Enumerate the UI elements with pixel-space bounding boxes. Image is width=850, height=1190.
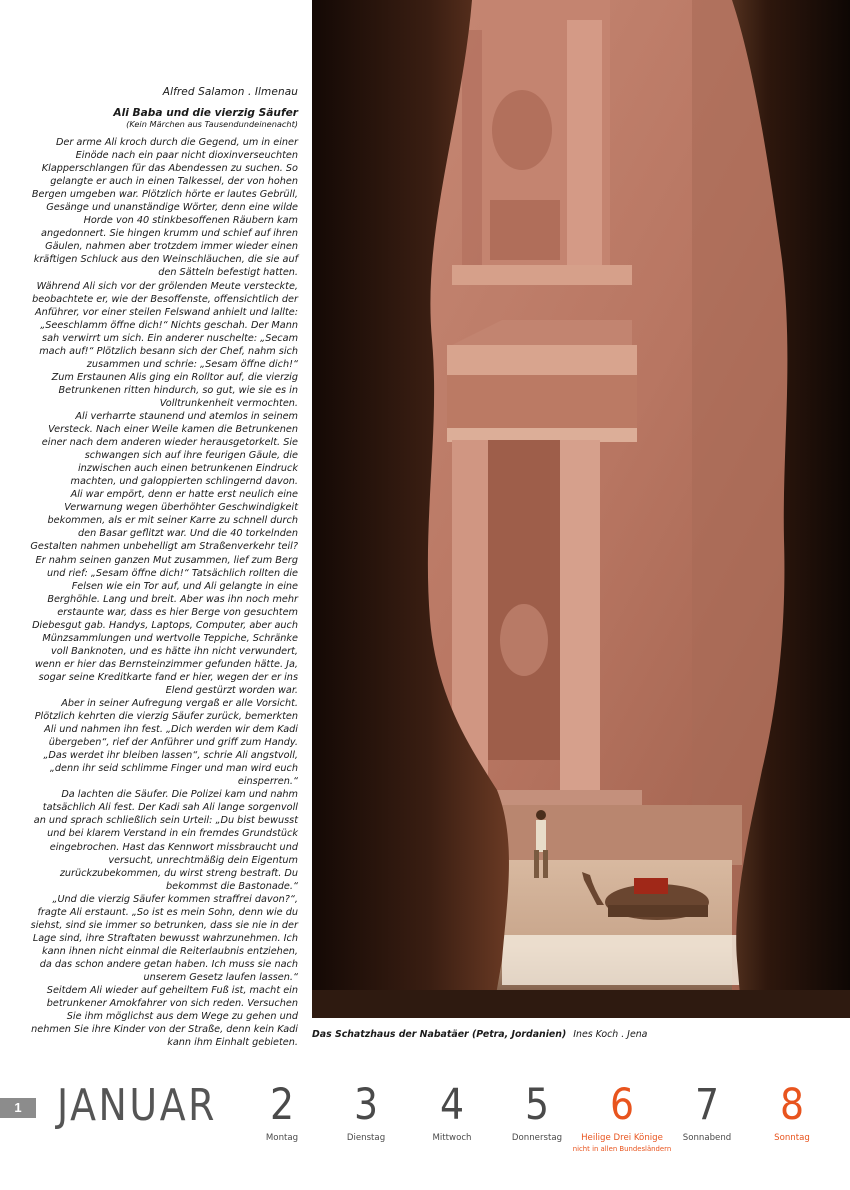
day-holiday-name: Heilige Drei Könige bbox=[581, 1133, 663, 1143]
month-number-badge: 1 bbox=[0, 1098, 36, 1118]
story-paragraph: Ali verharrte staunend und atemlos in seinem Versteck. Nach einer Weile kamen die Betrunkenen einer nach dem anderen wieder herausgetorkelt. Sie schwangen sich auf ihre feurigen Gäule, die inzwischen auch einen betrunkenen Eindruck machten, und galoppierten schlingernd davon. bbox=[41, 410, 298, 488]
photo-credit: Ines Koch . Jena bbox=[573, 1029, 648, 1040]
day-holiday-note: nicht in allen Bundesländern bbox=[572, 1145, 672, 1153]
day-weekday: Sonntag bbox=[774, 1133, 810, 1143]
story-subtitle: (Kein Märchen aus Tausendundeinenacht) bbox=[126, 119, 298, 129]
day-number: 6 bbox=[609, 1080, 635, 1130]
story-paragraph: Seitdem Ali wieder auf geheiltem Fuß ist, macht ein betrunkener Amokfahrer von sich reden. Versuchen Sie ihm möglichst aus dem Wege zu gehen und nehmen Sie ihre Kinder von der Straße, denn kein Kadi kann ihm Einhalt gebieten. bbox=[31, 985, 298, 1049]
story-paragraph: Er nahm seinen ganzen Mut zusammen, lief zum Berg und rief: „Sesam öffne dich!“ Tatsächlich rollten die Felsen wie ein Tor auf, und Ali gelangte in eine Berghöhle. Lang und breit. Aber was ihn noch mehr erstaunte war, dass es hier Berge von gesuchtem Diebesgut gab. Handys, Laptops, Computer, aber auch Münzsammlungen und wertvolle Teppiche, Schränke voll Banknoten, und es hätte ihn nicht verwundert, wenn er hier das Bernsteinzimmer gefunden hätte. Ja, sogar seine Kreditkarte fand er hier, wegen der er ins Elend gestürzt worden war. bbox=[32, 554, 298, 696]
day-number: 7 bbox=[694, 1080, 720, 1130]
day-weekday: Donnerstag bbox=[511, 1133, 563, 1143]
petra-photo bbox=[312, 0, 850, 1018]
day-weekday: Mittwoch bbox=[432, 1133, 472, 1143]
day-number: 4 bbox=[439, 1080, 465, 1130]
story-paragraph: Ali war empört, denn er hatte erst neulich eine Verwarnung wegen überhöhter Geschwindigkeit bekommen, als er mit seiner Karre zu schnell durch den Basar geflitzt war. Und die 40 torkelnden Gestalten nahmen unbehelligt am Straßenverkehr teil? bbox=[30, 489, 298, 553]
day-number: 2 bbox=[269, 1080, 295, 1130]
story-body bbox=[30, 136, 298, 1049]
day-cell-sunday bbox=[732, 1080, 850, 1143]
month-name: JANUAR bbox=[57, 1080, 218, 1131]
story-title: Ali Baba und die vierzig Säufer bbox=[113, 107, 298, 119]
story-paragraph: „Und die vierzig Säufer kommen straffrei davon?“, fragte Ali erstaunt. „So ist es mein Sohn, denn wie du siehst, sind sie immer so betrunken, dass sie nie in der Lage sind, ihre Straftaten bewusst wahrzunehmen. Ich kann ihnen nicht einmal die Reiterlaubnis entziehen, da das schon andere getan haben. Ich muss sie nach unserem Gesetz laufen lassen.“ bbox=[30, 893, 298, 983]
day-weekday: Dienstag bbox=[346, 1133, 386, 1143]
story-paragraph: Aber in seiner Aufregung vergaß er alle Vorsicht. Plötzlich kehrten die vierzig Säufer zurück, bemerkten Ali und nahmen ihn fest. „Dich werden wir dem Kadi übergeben“, rief der Anführer und griff zum Handy. „Das werdet ihr bleiben lassen“, schrie Ali angstvoll, „denn ihr seid schlimme Finger und man wird euch einsperren.“ bbox=[34, 698, 298, 788]
photo-caption bbox=[312, 1029, 647, 1040]
story-paragraph: Da lachten die Säufer. Die Polizei kam und nahm tatsächlich Ali fest. Der Kadi sah Ali lange sorgenvoll an und sprach schließlich sein Urteil: „Du bist bewusst und bei klarem Verstand in ein fremdes Grundstück eingebrochen. Hast das Kennwort missbraucht und versucht, unrechtmäßig dein Eigentum zurückzubekommen, du wirst streng bestraft. Du bekommst die Bastonade.“ bbox=[33, 789, 298, 892]
photo-caption-title: Das Schatzhaus der Nabatäer (Petra, Jordanien) bbox=[312, 1029, 567, 1040]
story-column bbox=[30, 86, 298, 1049]
day-number: 5 bbox=[524, 1080, 550, 1130]
day-weekday: Sonnabend bbox=[682, 1133, 732, 1143]
story-paragraph: Während Ali sich vor der grölenden Meute versteckte, beobachtete er, wie der Besoffenste, offensichtlich der Anführer, vor einer steilen Felswand anhielt und lallte: „Seeschlamm öffne dich!“ Nichts geschah. Der Mann sah verwirrt um sich. Ein anderer nuschelte: „Secam mach auf!“ Plötzlich besann sich der Chef, nahm sich zusammen und schrie: „Sesam öffne dich!“ bbox=[32, 280, 298, 370]
day-number: 3 bbox=[353, 1080, 379, 1130]
story-paragraph: Zum Erstaunen Alis ging ein Rolltor auf, die vierzig Betrunkenen ritten hindurch, so gut, wie sie es in Volltrunkenheit vermochten. bbox=[51, 371, 298, 409]
day-weekday: Montag bbox=[265, 1133, 299, 1143]
day-number: 8 bbox=[779, 1080, 805, 1130]
story-paragraph: Der arme Ali kroch durch die Gegend, um in einer Einöde nach ein paar nicht dioxinverseuchten Klapperschlangen für das Abendessen zu suchen. So gelangte er auch in einen Talkessel, der von hohen Bergen umgeben war. Plötzlich hörte er lautes Gebrüll, Gesänge und unanständige Wörter, denn eine wilde Horde von 40 stinkbesoffenen Räubern kam angedonnert. Sie hingen krumm und schief auf ihren Gäulen, nahmen aber trotzdem immer wieder einen kräftigen Schluck aus den Weinschläuchen, die sie auf den Sätteln befestigt hatten. bbox=[31, 137, 298, 279]
story-author: Alfred Salamon . Ilmenau bbox=[162, 86, 298, 98]
